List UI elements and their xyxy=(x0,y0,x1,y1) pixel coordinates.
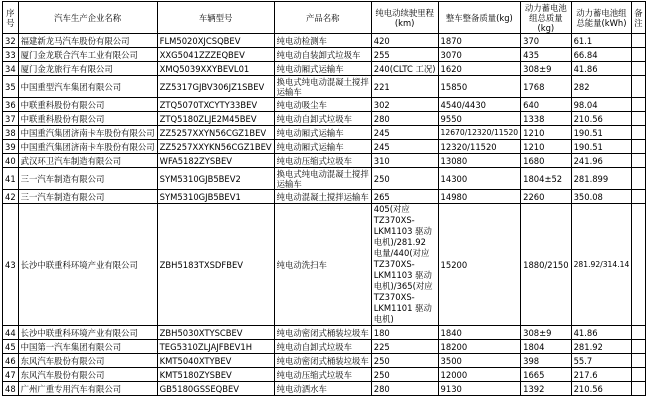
row-remark xyxy=(632,326,645,340)
row-company: 中国第一汽车集团有限公司 xyxy=(18,340,157,354)
header-range: 纯电动续驶里程(km) xyxy=(371,2,438,34)
row-battery-mass: 1338 xyxy=(521,112,571,126)
row-company: 中联重科股份有限公司 xyxy=(18,98,157,112)
table-row xyxy=(3,382,646,396)
row-mass: 1840 xyxy=(438,326,521,340)
row-range: 225 xyxy=(371,340,438,354)
row-no: 47 xyxy=(3,368,19,382)
row-remark xyxy=(632,126,645,140)
row-no: 45 xyxy=(3,340,19,354)
table-row xyxy=(3,340,646,354)
row-battery-mass: 1804±52 xyxy=(521,168,571,190)
table-row xyxy=(3,34,646,48)
row-model: ZTQ5180ZLJE2M45BEV xyxy=(157,112,274,126)
row-battery-energy: 350.08 xyxy=(571,190,632,204)
row-remark xyxy=(632,382,645,396)
row-range: 405(对应 TZ370XS-LKM1103 驱动电机)/281.92 电量/440(对应 TZ370XS-LKM1103 驱动电机)/365(对应 TZ370XS-LKM1101 驱动电机) xyxy=(371,204,438,326)
row-company: 长沙中联重科环境产业有限公司 xyxy=(18,326,157,340)
row-mass: 9130 xyxy=(438,382,521,396)
row-battery-energy: 210.56 xyxy=(571,112,632,126)
table-row xyxy=(3,112,646,126)
row-model: ZZ5257XXYN56CGZ1BEV xyxy=(157,126,274,140)
row-mass: 12000 xyxy=(438,368,521,382)
row-battery-mass: 640 xyxy=(521,98,571,112)
row-product: 纯电动检测车 xyxy=(274,34,371,48)
row-mass: 3070 xyxy=(438,48,521,62)
row-range: 245 xyxy=(371,140,438,154)
row-no: 34 xyxy=(3,62,19,76)
row-battery-energy: 241.96 xyxy=(571,154,632,168)
row-model: ZZ5317GJBV306JZ1SBEV xyxy=(157,76,274,98)
row-mass: 1870 xyxy=(438,34,521,48)
row-mass: 13080 xyxy=(438,154,521,168)
row-battery-mass: 1680 xyxy=(521,154,571,168)
row-company: 广州广重专用汽车有限公司 xyxy=(18,382,157,396)
row-remark xyxy=(632,140,645,154)
row-company: 福建新龙马汽车股份有限公司 xyxy=(18,34,157,48)
table-row xyxy=(3,76,646,98)
row-company: 长沙中联重科环境产业有限公司 xyxy=(18,204,157,326)
row-remark xyxy=(632,190,645,204)
row-remark xyxy=(632,154,645,168)
row-range: 250 xyxy=(371,354,438,368)
row-model: ZBH5030XTYSCBEV xyxy=(157,326,274,340)
row-no: 48 xyxy=(3,382,19,396)
row-range: 310 xyxy=(371,154,438,168)
row-mass: 14980 xyxy=(438,190,521,204)
row-mass: 4540/4430 xyxy=(438,98,521,112)
table-row xyxy=(3,190,646,204)
row-range: 280 xyxy=(371,382,438,396)
row-mass: 3500 xyxy=(438,354,521,368)
row-no: 33 xyxy=(3,48,19,62)
row-battery-energy: 281.899 xyxy=(571,168,632,190)
row-product: 纯电动吸尘车 xyxy=(274,98,371,112)
row-product: 纯电动自卸式垃圾车 xyxy=(274,340,371,354)
row-product: 纯电动厢式运输车 xyxy=(274,140,371,154)
row-product: 纯电动密闭式桶装垃圾车 xyxy=(274,326,371,340)
row-mass: 14300 xyxy=(438,168,521,190)
row-battery-energy: 61.1 xyxy=(571,34,632,48)
row-product: 纯电动自卸式垃圾车 xyxy=(274,112,371,126)
header-no: 序号 xyxy=(3,2,19,34)
row-battery-energy: 281.92 xyxy=(571,340,632,354)
row-battery-energy: 281.92/314.14 xyxy=(571,204,632,326)
row-company: 中联重科股份有限公司 xyxy=(18,112,157,126)
row-range: 255 xyxy=(371,48,438,62)
row-remark xyxy=(632,168,645,190)
row-remark xyxy=(632,48,645,62)
row-model: XMQ5039XXYBEVL01 xyxy=(157,62,274,76)
row-mass: 12320/11520 xyxy=(438,140,521,154)
row-no: 43 xyxy=(3,204,19,326)
row-no: 41 xyxy=(3,168,19,190)
row-mass: 18200 xyxy=(438,340,521,354)
header-company: 汽车生产企业名称 xyxy=(18,2,157,34)
row-company: 三一汽车制造有限公司 xyxy=(18,168,157,190)
row-battery-mass: 1804 xyxy=(521,340,571,354)
row-battery-energy: 55.7 xyxy=(571,354,632,368)
row-mass: 9550 xyxy=(438,112,521,126)
row-range: 420 xyxy=(371,34,438,48)
row-company: 武汉环卫汽车制造有限公司 xyxy=(18,154,157,168)
row-mass: 12670/12320/11520 xyxy=(438,126,521,140)
row-battery-mass: 1210 xyxy=(521,140,571,154)
row-product: 纯电动洗扫车 xyxy=(274,204,371,326)
row-product: 纯电动压缩式垃圾车 xyxy=(274,368,371,382)
table-row xyxy=(3,354,646,368)
table-row xyxy=(3,204,646,326)
row-mass: 15200 xyxy=(438,204,521,326)
row-range: 180 xyxy=(371,326,438,340)
row-remark xyxy=(632,98,645,112)
row-remark xyxy=(632,354,645,368)
table-row xyxy=(3,154,646,168)
header-remark: 备注 xyxy=(632,2,645,34)
row-company: 三一汽车制造有限公司 xyxy=(18,190,157,204)
row-remark xyxy=(632,34,645,48)
row-company: 厦门金龙联合汽车工业有限公司 xyxy=(18,48,157,62)
row-battery-mass: 1880/2150 xyxy=(521,204,571,326)
row-company: 东风汽车股份有限公司 xyxy=(18,354,157,368)
table-row xyxy=(3,126,646,140)
row-battery-energy: 41.86 xyxy=(571,62,632,76)
row-no: 35 xyxy=(3,76,19,98)
row-battery-energy: 41.86 xyxy=(571,326,632,340)
row-product: 纯电动厢式运输车 xyxy=(274,126,371,140)
header-product: 产品名称 xyxy=(274,2,371,34)
row-model: ZBH5183TXSDFBEV xyxy=(157,204,274,326)
row-range: 302 xyxy=(371,98,438,112)
row-battery-energy: 190.51 xyxy=(571,126,632,140)
row-company: 中国重汽集团济南卡车股份有限公司 xyxy=(18,126,157,140)
row-remark xyxy=(632,62,645,76)
header-model: 车辆型号 xyxy=(157,2,274,34)
row-battery-energy: 66.84 xyxy=(571,48,632,62)
row-battery-energy: 217.6 xyxy=(571,368,632,382)
row-no: 40 xyxy=(3,154,19,168)
row-model: KMT5180ZYSBEV xyxy=(157,368,274,382)
row-battery-energy: 190.51 xyxy=(571,140,632,154)
row-model: GB5180GSSEQBEV xyxy=(157,382,274,396)
row-no: 46 xyxy=(3,354,19,368)
header-battery-mass: 动力蓄电池组总质量(kg) xyxy=(521,2,571,34)
table-row xyxy=(3,140,646,154)
row-battery-mass: 2260 xyxy=(521,190,571,204)
row-range: 265 xyxy=(371,190,438,204)
row-range: 240(CLTC 工况) xyxy=(371,62,438,76)
row-battery-energy: 282 xyxy=(571,76,632,98)
header-mass: 整车整备质量(kg) xyxy=(438,2,521,34)
row-battery-mass: 1210 xyxy=(521,126,571,140)
row-mass: 15850 xyxy=(438,76,521,98)
row-mass: 1620 xyxy=(438,62,521,76)
row-company: 中国重汽集团济南卡车股份有限公司 xyxy=(18,140,157,154)
row-no: 39 xyxy=(3,140,19,154)
row-range: 245 xyxy=(371,126,438,140)
vehicle-table xyxy=(2,1,646,396)
row-company: 厦门金龙旅行车有限公司 xyxy=(18,62,157,76)
row-model: XXG5041ZZZEQBEV xyxy=(157,48,274,62)
row-company: 东风汽车股份有限公司 xyxy=(18,368,157,382)
row-model: ZTQ5070TXCYTY33BEV xyxy=(157,98,274,112)
row-range: 280 xyxy=(371,112,438,126)
table-row xyxy=(3,62,646,76)
row-range: 250 xyxy=(371,168,438,190)
row-range: 221 xyxy=(371,76,438,98)
row-battery-mass: 1768 xyxy=(521,76,571,98)
row-battery-mass: 370 xyxy=(521,34,571,48)
row-model: SYM5310GJB5BEV1 xyxy=(157,190,274,204)
table-row xyxy=(3,48,646,62)
row-battery-mass: 308±9 xyxy=(521,326,571,340)
row-battery-energy: 210.56 xyxy=(571,382,632,396)
row-no: 37 xyxy=(3,112,19,126)
table-row xyxy=(3,98,646,112)
row-model: KMT5040XTYBEV xyxy=(157,354,274,368)
row-model: WFA5182ZYSBEV xyxy=(157,154,274,168)
row-battery-mass: 308±9 xyxy=(521,62,571,76)
row-no: 32 xyxy=(3,34,19,48)
row-battery-mass: 1392 xyxy=(521,382,571,396)
row-product: 换电式纯电动混凝土搅拌运输车 xyxy=(274,76,371,98)
row-battery-mass: 435 xyxy=(521,48,571,62)
row-model: ZZ5257XXYKN56CGZ1BEV xyxy=(157,140,274,154)
row-remark xyxy=(632,204,645,326)
row-company: 中国重型汽车集团有限公司 xyxy=(18,76,157,98)
row-remark xyxy=(632,76,645,98)
row-no: 44 xyxy=(3,326,19,340)
row-remark xyxy=(632,112,645,126)
row-product: 纯电动洒水车 xyxy=(274,382,371,396)
row-model: SYM5310GJB5BEV2 xyxy=(157,168,274,190)
row-model: TEG5310ZLJAJFBEV1H xyxy=(157,340,274,354)
row-product: 纯电动厢式运输车 xyxy=(274,62,371,76)
row-remark xyxy=(632,340,645,354)
row-no: 38 xyxy=(3,126,19,140)
row-product: 换电式纯电动混凝土搅拌运输车 xyxy=(274,168,371,190)
table-row xyxy=(3,368,646,382)
row-no: 42 xyxy=(3,190,19,204)
table-row xyxy=(3,326,646,340)
row-model: FLM5020XJCSQBEV xyxy=(157,34,274,48)
table-header-row xyxy=(3,2,646,34)
row-no: 36 xyxy=(3,98,19,112)
row-range: 250 xyxy=(371,368,438,382)
row-remark xyxy=(632,368,645,382)
row-battery-mass: 398 xyxy=(521,354,571,368)
row-battery-mass: 1665 xyxy=(521,368,571,382)
row-battery-energy: 98.04 xyxy=(571,98,632,112)
row-product: 纯电动自装卸式垃圾车 xyxy=(274,48,371,62)
row-product: 纯电动压缩式垃圾车 xyxy=(274,154,371,168)
table-row xyxy=(3,168,646,190)
header-battery-energy: 动力蓄电池组总能量(kWh) xyxy=(571,2,632,34)
row-product: 纯电动混凝土搅拌运输车 xyxy=(274,190,371,204)
row-product: 纯电动密闭式桶装垃圾车 xyxy=(274,354,371,368)
